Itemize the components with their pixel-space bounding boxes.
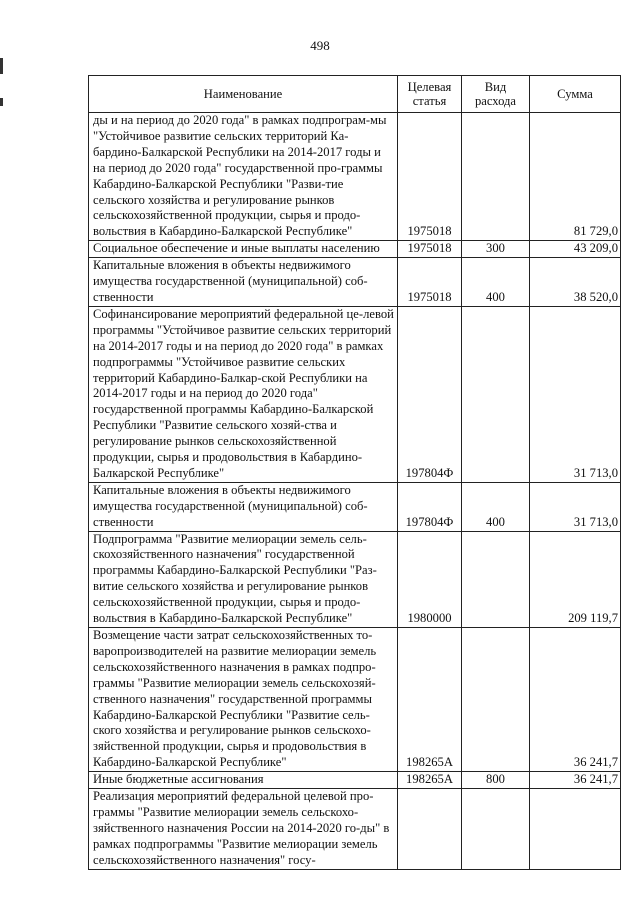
header-amount: Сумма: [530, 76, 621, 113]
row-name: ды и на период до 2020 года" в рамках подпрограм-мы "Устойчивое развитие сельских территорий Ка-бардино-Балкарской Республики на 2014-2017 годы и на период до 2020 года" государственной про-граммы Кабардино-Балкарской Республики "Разви-тие сельского хозяйства и регулирование рынков сельскохозяйственной продукции, сырья и продо-вольствия в Кабардино-Балкарской Республике": [89, 113, 398, 241]
table-row: [89, 482, 621, 531]
header-code: Целевая статья: [398, 76, 462, 113]
scan-edge-mark: [0, 98, 3, 106]
row-amount: 31 713,0: [530, 482, 621, 531]
row-type: [462, 306, 530, 482]
row-name: Возмещение части затрат сельскохозяйственных то-варопроизводителей на развитие мелиорации земель сельскохозяйственного назначения в рамках подпро-граммы "Развитие мелиорации земель сельскохозяй-ственного назначения" государственной программы Кабардино-Балкарской Республики "Развитие сель-ского хозяйства и регулирование рынков сельскохо-зяйственной продукции, сырья и продовольствия в Кабардино-Балкарской Республике": [89, 628, 398, 772]
row-type: [462, 789, 530, 870]
table-row: [89, 258, 621, 307]
row-type: [462, 628, 530, 772]
row-code: 198265А: [398, 628, 462, 772]
row-amount: [530, 789, 621, 870]
row-name: Софинансирование мероприятий федеральной це-левой программы "Устойчивое развитие сельских территорий на 2014-2017 годы и на период до 2020 года" в рамках подпрограммы "Устойчивое развитие сельских территорий Кабардино-Балкар-ской Республики на 2014-2017 годы и на период до 2020 года" государственной программы Кабардино-Балкарской Республики "Развитие сельского хозяй-ства и регулирование рынков сельскохозяйственной продукции, сырья и продовольствия в Кабардино-Балкарской Республике": [89, 306, 398, 482]
row-type: 400: [462, 482, 530, 531]
scan-edge-mark: [0, 58, 3, 74]
row-code: 197804Ф: [398, 482, 462, 531]
row-name: Капитальные вложения в объекты недвижимого имущества государственной (муниципальной) соб-ственности: [89, 482, 398, 531]
row-name: Подпрограмма "Развитие мелиорации земель сель-скохозяйственного назначения" государственной программы Кабардино-Балкарской Республики "Раз-витие сельского хозяйства и регулирование рынков сельскохозяйственной продукции, сырья и продо-вольствия в Кабардино-Балкарской Республике": [89, 531, 398, 627]
row-type: 400: [462, 258, 530, 307]
table-row: [89, 789, 621, 870]
row-amount: 209 119,7: [530, 531, 621, 627]
table-header-row: [89, 76, 621, 113]
row-amount: 81 729,0: [530, 113, 621, 241]
table-row: [89, 531, 621, 627]
row-code: 1980000: [398, 531, 462, 627]
budget-table: [88, 75, 621, 870]
row-code: 1975018: [398, 258, 462, 307]
page-number: 498: [310, 38, 330, 53]
row-name: Иные бюджетные ассигнования: [89, 772, 398, 789]
row-name: Реализация мероприятий федеральной целевой про-граммы "Развитие мелиорации земель сельскохо-зяйственного назначения России на 2014-2020 го-ды" в рамках подпрограммы "Развитие мелиорации земель сельскохозяйственного назначения" госу-: [89, 789, 398, 870]
row-code: 1975018: [398, 241, 462, 258]
row-name: Социальное обеспечение и иные выплаты населению: [89, 241, 398, 258]
table-row: [89, 113, 621, 241]
table-row: [89, 306, 621, 482]
row-type: 300: [462, 241, 530, 258]
row-code: [398, 789, 462, 870]
row-code: 198265А: [398, 772, 462, 789]
header-type: Вид расхода: [462, 76, 530, 113]
table-row: [89, 628, 621, 772]
row-type: [462, 531, 530, 627]
row-amount: 38 520,0: [530, 258, 621, 307]
header-name: Наименование: [89, 76, 398, 113]
row-amount: 43 209,0: [530, 241, 621, 258]
row-amount: 31 713,0: [530, 306, 621, 482]
table-row: [89, 772, 621, 789]
row-type: 800: [462, 772, 530, 789]
row-code: 197804Ф: [398, 306, 462, 482]
row-amount: 36 241,7: [530, 772, 621, 789]
table-row: [89, 241, 621, 258]
row-amount: 36 241,7: [530, 628, 621, 772]
row-code: 1975018: [398, 113, 462, 241]
row-type: [462, 113, 530, 241]
row-name: Капитальные вложения в объекты недвижимого имущества государственной (муниципальной) соб-ственности: [89, 258, 398, 307]
